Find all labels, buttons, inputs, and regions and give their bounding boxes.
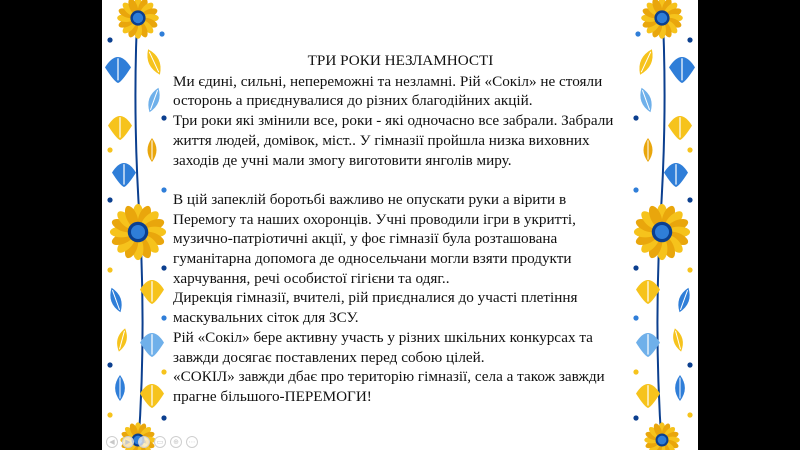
text-line: Три роки які змінили все, роки - які одночасно все забрали. Забрали [173,112,614,130]
pen-icon[interactable]: ✎ [138,436,150,448]
sunflower-center-inner [658,436,667,445]
tulip-flower-icon [669,57,695,83]
text-line: Рій «Сокіл» бере активну участь у різних шкільних конкурсах та [173,328,593,346]
prev-arrow-icon[interactable]: ◀ [106,436,118,448]
leaf-icon [675,286,693,314]
ornament-dot [633,415,638,420]
slide-title: ТРИ РОКИ НЕЗЛАМНОСТІ [307,52,494,69]
next-arrow-icon[interactable]: ▶ [122,436,134,448]
ornament-dot [107,412,112,417]
ornament-dot [687,197,692,202]
sunflower-icon [641,0,683,39]
sunflower-center-inner [133,13,143,23]
slide [102,0,698,450]
leaf-icon [671,327,686,353]
ornament-dot [161,265,166,270]
ornament-dot [107,362,112,367]
sunflower-center-inner [655,225,669,239]
text-line: В цій запеклій боротьбі важливо не опускати руки а вірити в [173,190,567,208]
zoom-icon[interactable]: ⊕ [170,436,182,448]
right-ornament-border [626,0,698,450]
leaf-icon [635,47,656,77]
text-line: харчування, речі особистої гігієни та одяг.. [173,269,450,287]
leaf-icon [644,138,653,162]
more-icon[interactable]: ⋯ [186,436,198,448]
leaf-icon [637,86,655,114]
slideshow-controls [106,436,198,448]
ornament-dot [687,362,692,367]
text-line: Дирекція гімназії, вчителі, рій приєдналися до участі плетіння [173,289,578,307]
ornament-dot [159,31,164,36]
ornament-dot [633,369,638,374]
text-line: маскувальних сіток для ЗСУ. [173,309,359,327]
sunflower-center-inner [131,225,145,239]
ornament-dot [161,369,166,374]
ornament-dot [687,37,692,42]
ornament-dot [633,115,638,120]
slides-icon[interactable]: ▭ [154,436,166,448]
ornament-dot [633,265,638,270]
leaf-icon [107,286,125,314]
ornament-dot [107,267,112,272]
sunflower-icon [117,0,159,39]
ornament-dot [107,147,112,152]
text-line: життя людей, домівок, міст.. У гімназії пройшла низка виховних [173,131,590,149]
text-line: гуманітарна допомога де односельчани могли взяти продукти [173,250,572,268]
sunflower-icon [110,204,166,260]
leaf-icon [675,375,685,401]
leaf-icon [115,375,125,401]
tulip-flower-icon [140,280,164,304]
text-line: Перемогу та наших охоронців. Учні проводили ігри в укритті, [173,210,576,228]
leaf-icon [115,327,130,353]
ornament-dot [107,37,112,42]
sunflower-center-inner [657,13,667,23]
text-line: осторонь а приєднувалися до різних благодійних акцій. [173,92,533,110]
ornament-dot [635,31,640,36]
text-line: музично-патріотичні акції, у фоє гімназії була розташована [173,230,558,248]
sunflower-icon [634,204,690,260]
leaf-icon [148,138,157,162]
ornament-dot [687,147,692,152]
tulip-flower-icon [105,57,131,83]
ornament-dot [161,315,166,320]
ornament-dot [161,415,166,420]
text-line: прагне більшого-ПЕРЕМОГИ! [173,387,372,405]
tulip-flower-icon [636,333,660,357]
leaf-icon [145,86,163,114]
ornament-dot [633,187,638,192]
ornament-dot [633,315,638,320]
left-ornament-border [102,0,174,450]
tulip-flower-icon [112,163,136,187]
ornament-dot [687,267,692,272]
tulip-flower-icon [108,116,132,140]
text-line: Ми єдині, сильні, непереможні та незламні. Рій «Сокіл» не стояли [173,72,603,90]
tulip-flower-icon [636,384,660,408]
tulip-flower-icon [636,280,660,304]
slide-text [173,51,628,407]
tulip-flower-icon [140,333,164,357]
tulip-flower-icon [140,384,164,408]
text-line: заходів де учні мали змогу виготовити янголів миру. [173,151,512,169]
tulip-flower-icon [668,116,692,140]
paragraph-gap [173,170,628,190]
sunflower-icon [644,422,679,450]
tulip-flower-icon [664,163,688,187]
ornament-dot [161,115,166,120]
leaf-icon [143,47,164,77]
text-line: завжди досягає поставлених перед собою цілей. [173,348,485,366]
text-line: «СОКІЛ» завжди дбає про територію гімназії, села а також завжди [173,368,605,386]
ornament-dot [161,187,166,192]
ornament-dot [107,197,112,202]
ornament-dot [687,412,692,417]
